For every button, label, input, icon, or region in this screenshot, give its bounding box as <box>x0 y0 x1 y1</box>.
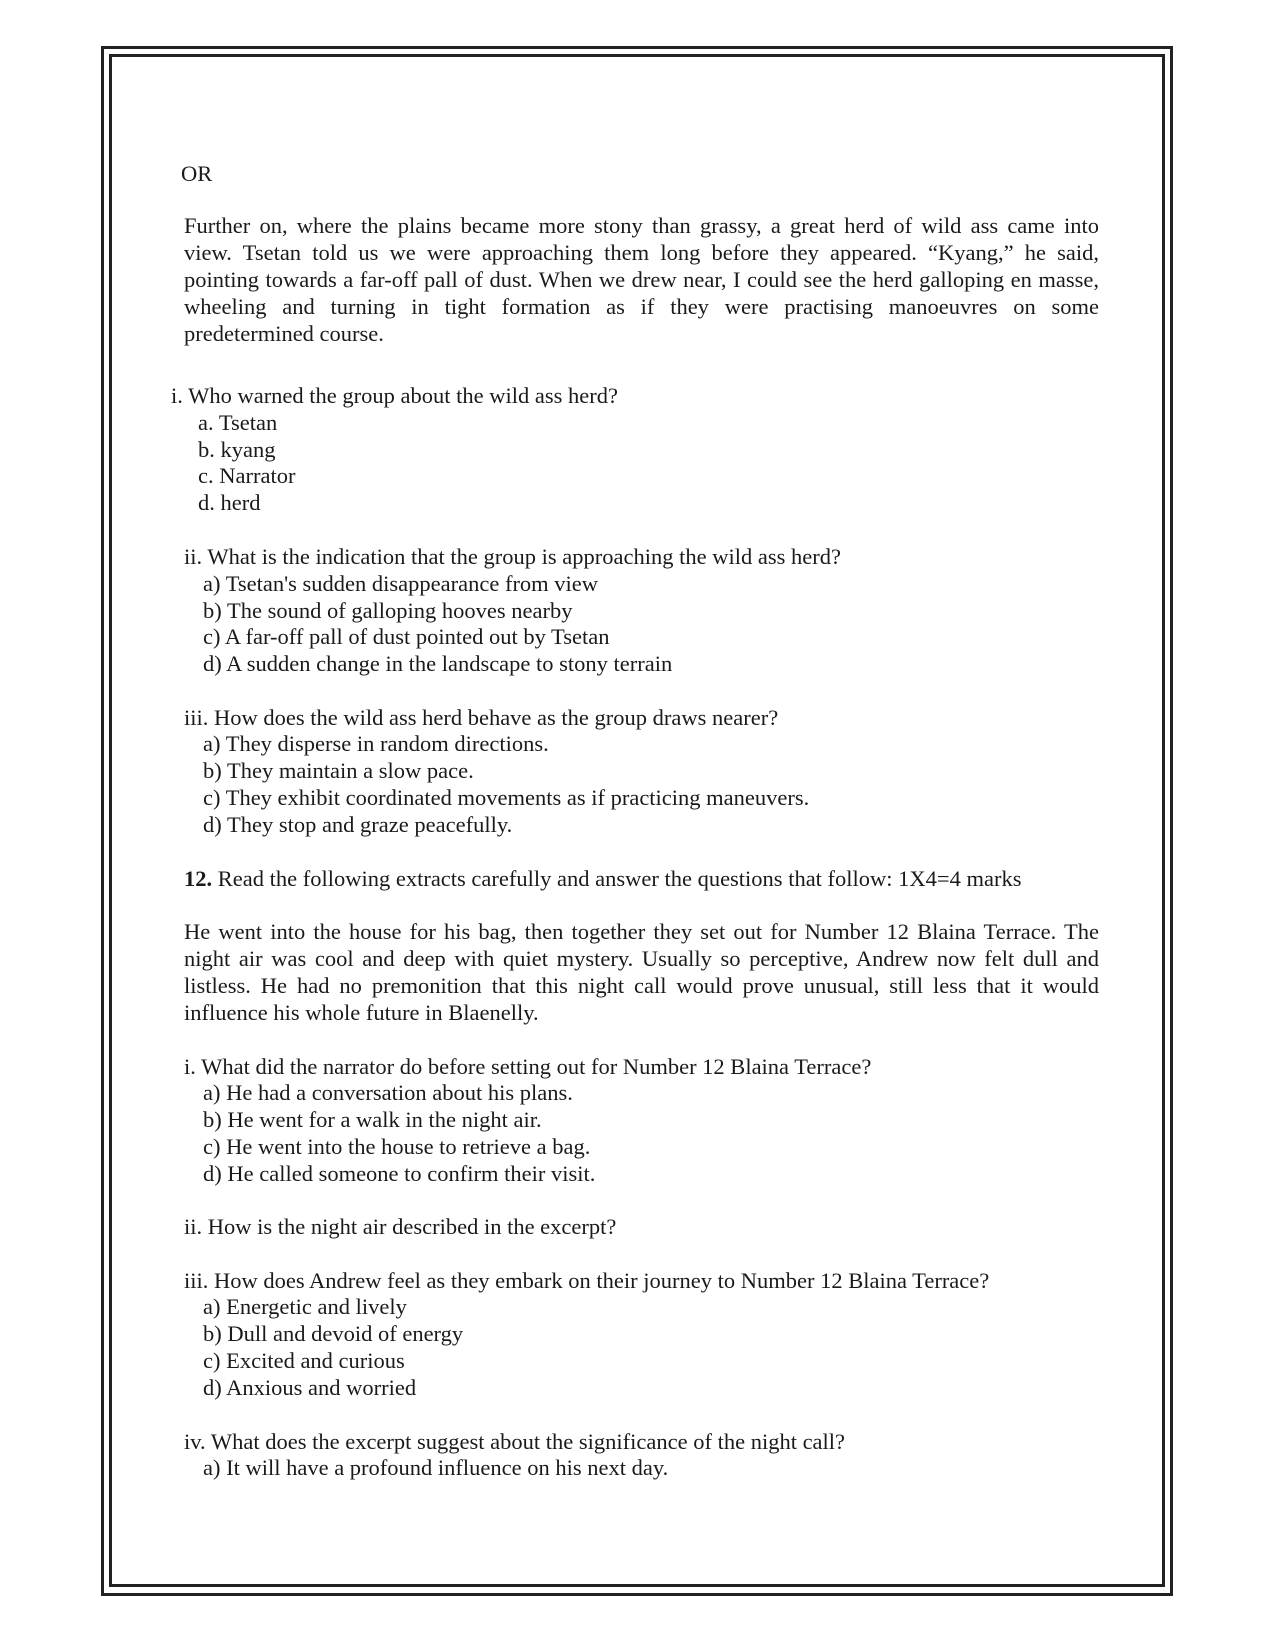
passage-line: influence his whole future in Blaenelly. <box>184 1000 539 1025</box>
answer-option: b. kyang <box>198 437 276 462</box>
answer-option: c. Narrator <box>198 463 296 488</box>
passage-line: Further on, where the plains became more stony than grassy, a great herd of wild ass came into <box>184 213 1099 238</box>
answer-option: d) He called someone to confirm their visit. <box>203 1161 596 1186</box>
passage-blaina-terrace <box>184 918 1099 1026</box>
question-stem: i. What did the narrator do before setting out for Number 12 Blaina Terrace? <box>184 1054 872 1079</box>
section-number: 12. <box>184 866 213 891</box>
passage-line: view. Tsetan told us we were approaching them long before they appeared. “Kyang,” he said, <box>184 240 1099 265</box>
passage-line: listless. He had no premonition that this night call would prove unusual, still less that it would <box>184 973 1099 998</box>
answer-option: c) He went into the house to retrieve a bag. <box>203 1134 591 1159</box>
question-stem: iii. How does the wild ass herd behave as the group draws nearer? <box>184 705 779 730</box>
section-instruction <box>184 865 1021 892</box>
answer-option: c) They exhibit coordinated movements as if practicing maneuvers. <box>203 785 810 810</box>
answer-option: d) A sudden change in the landscape to stony terrain <box>203 651 673 676</box>
answer-option: d. herd <box>198 490 261 515</box>
question-stem: ii. What is the indication that the group is approaching the wild ass herd? <box>184 544 841 569</box>
answer-option: a) He had a conversation about his plans. <box>203 1080 573 1105</box>
passage-line: night air was cool and deep with quiet mystery. Usually so perceptive, Andrew now felt dull and <box>184 946 1099 971</box>
answer-option: c) Excited and curious <box>203 1348 405 1373</box>
question-stem: iii. How does Andrew feel as they embark on their journey to Number 12 Blaina Terrace? <box>184 1268 990 1293</box>
answer-option: a) Energetic and lively <box>203 1294 407 1319</box>
answer-option: b) Dull and devoid of energy <box>203 1321 464 1346</box>
answer-option: d) Anxious and worried <box>203 1375 417 1400</box>
answer-option: a. Tsetan <box>198 410 278 435</box>
answer-option: b) They maintain a slow pace. <box>203 758 474 783</box>
question-stem: ii. How is the night air described in the excerpt? <box>184 1214 617 1239</box>
passage-line: pointing towards a far-off pall of dust. When we drew near, I could see the herd galloping en masse, <box>184 267 1099 292</box>
answer-option: b) The sound of galloping hooves nearby <box>203 598 573 623</box>
answer-option: d) They stop and graze peacefully. <box>203 812 513 837</box>
question-stem: i. Who warned the group about the wild ass herd? <box>171 383 618 408</box>
answer-option: a) It will have a profound influence on his next day. <box>203 1455 669 1480</box>
answer-option: b) He went for a walk in the night air. <box>203 1107 542 1132</box>
section-instruction-text: Read the following extracts carefully and answer the questions that follow: 1X4=4 marks <box>212 866 1022 891</box>
question-stem: iv. What does the excerpt suggest about the significance of the night call? <box>184 1429 846 1454</box>
passage-kyang <box>184 212 1099 347</box>
passage-line: predetermined course. <box>184 321 384 346</box>
answer-option: a) They disperse in random directions. <box>203 731 549 756</box>
passage-line: wheeling and turning in tight formation as if they were practising manoeuvres on some <box>184 294 1099 319</box>
answer-option: c) A far-off pall of dust pointed out by Tsetan <box>203 624 610 649</box>
passage-line: He went into the house for his bag, then together they set out for Number 12 Blaina Terrace. The <box>184 919 1099 944</box>
answer-option: a) Tsetan's sudden disappearance from view <box>203 571 599 596</box>
or-label: OR <box>181 161 213 186</box>
